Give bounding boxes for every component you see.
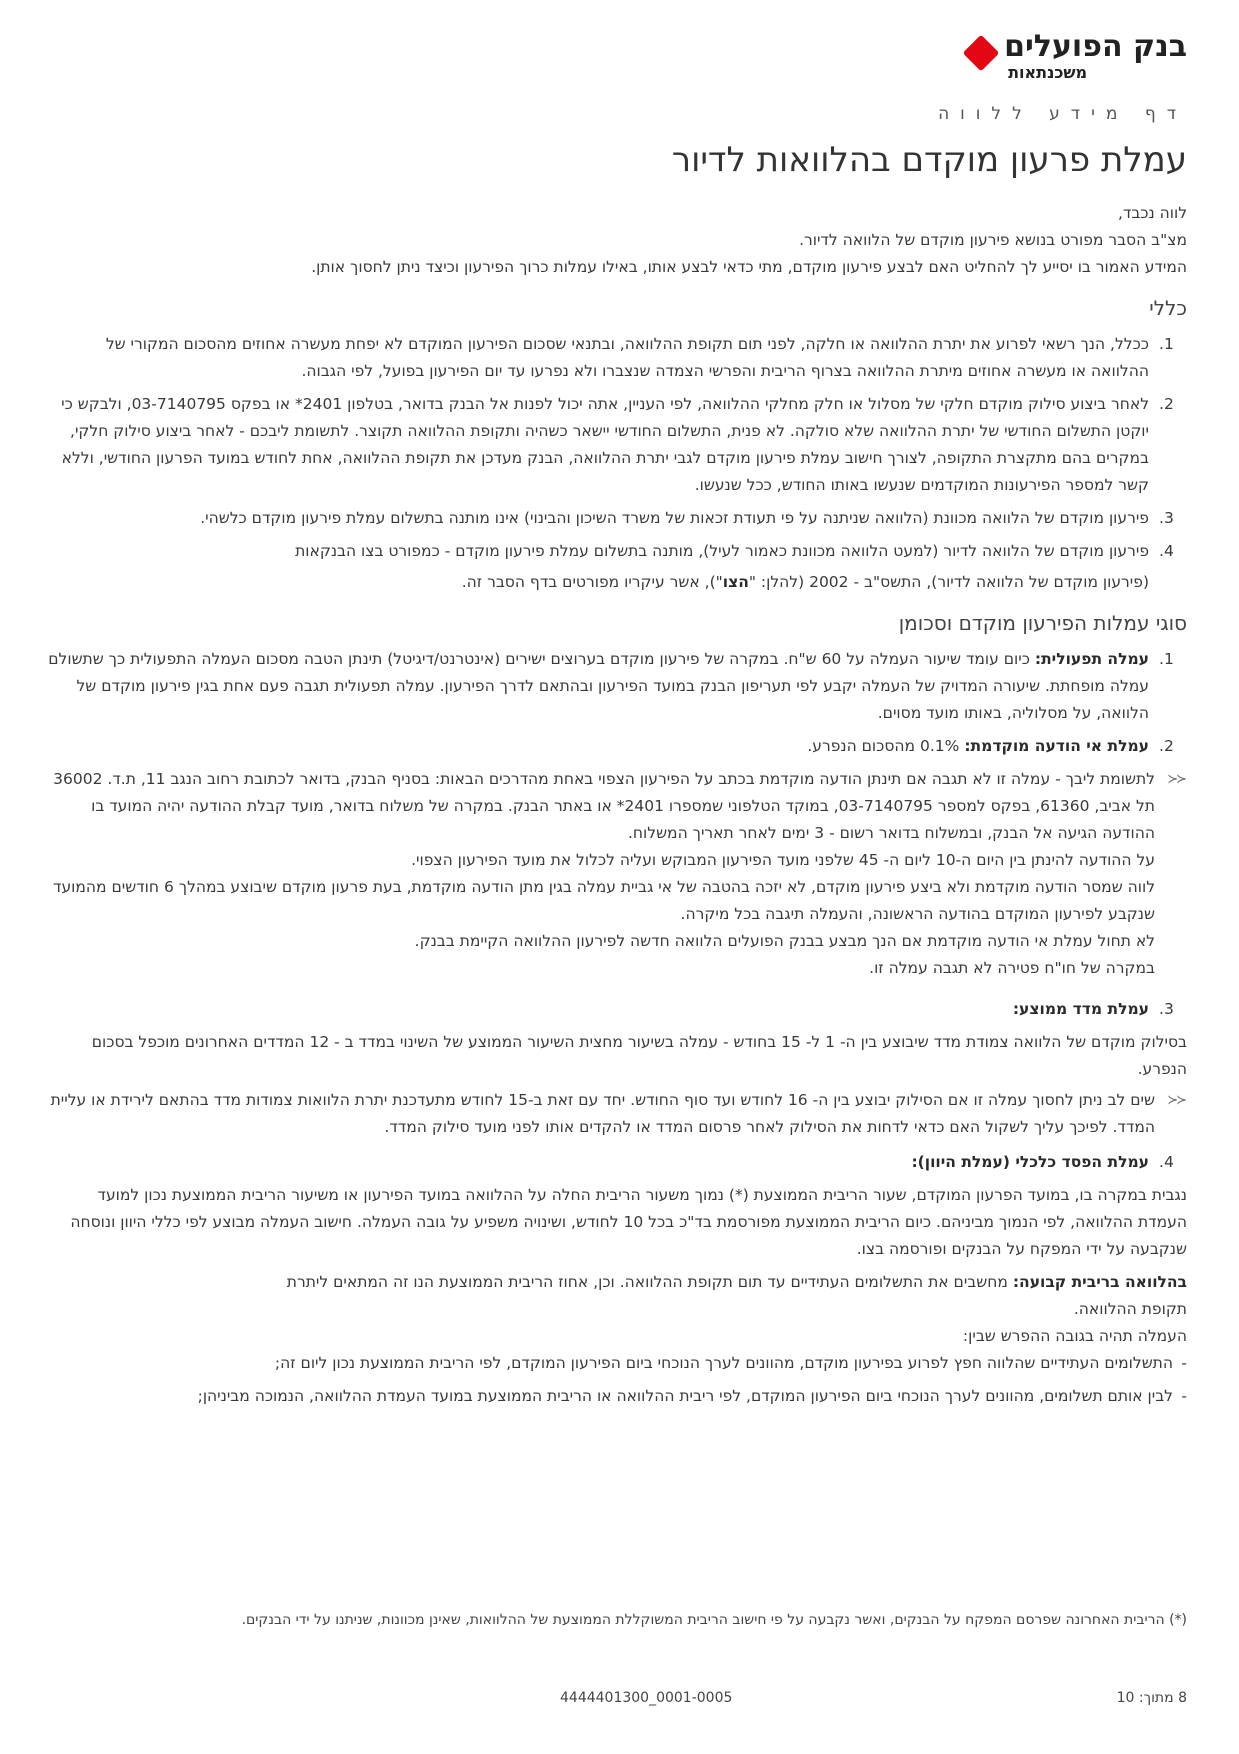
item-text-continued (48, 569, 1149, 596)
logo-name: בנק הפועלים (1004, 29, 1187, 64)
item-text-bold: הצו (722, 573, 749, 591)
fee-text: 0.1% מהסכום הנפרע. (807, 737, 965, 755)
section-heading-fee-types: סוגי עמלות הפירעון מוקדם וסכומן (898, 611, 1187, 635)
fee-text: נגבית במקרה בו, במועד הפרעון המוקדם, שעור הריבית הממוצעת (*) נמוך משעור הריבית החלה על ההלוואה במועד הפירעון או משיעור הריבית הממוצעת נכון למועד העמדת ההלוואה, לפי הנמוך מביניהם. כיום הריבית הממוצעת מפורסמת בד"כ בכל 10 לחודש, ושינויה משפיע על גובה העמלה. חישוב העמלה מבוצע לפי כללי היוון ונוסחה שנקבעה על ידי המפקח על הבנקים ופורסמה בצו. (70, 1186, 1187, 1258)
item-number: 1. (1159, 650, 1174, 668)
section-heading-general: כללי (1149, 296, 1187, 320)
document-code: 4444401300_0001-0005 (560, 1690, 733, 1706)
fixed-rate-paragraph (48, 1269, 1187, 1296)
fee-label: עמלת אי הודעה מוקדמת: (964, 737, 1149, 755)
notice-line: במקרה של חו"ח פטירה לא תגבה עמלה זו. (869, 959, 1155, 977)
list-item (48, 538, 1187, 596)
difference-list (48, 1350, 1187, 1410)
list-item (48, 505, 1187, 532)
fee-label: עמלת מדד ממוצע: (1012, 1000, 1149, 1018)
fee-text: בסילוק מוקדם של הלוואה צמודת מדד שיבוצע בין ה- 1 ל- 15 בחודש - עמלה בשיעור מחצית השיעור הממוצע של השינוי במדד ב - 12 המדדים האחרונים מוכפל בסכום הנפרע. (91, 1033, 1187, 1078)
list-item (48, 733, 1187, 760)
fixed-rate-text: מחשבים את התשלומים העתידיים עד תום תקופת ההלוואה. וכן, אחוז הריבית הממוצעת הנו זה המתאים ליתרת (286, 1273, 1013, 1291)
note-block (48, 1087, 1193, 1141)
double-chevron-icon: ≺≺ (1167, 1093, 1185, 1108)
document-body (48, 200, 1187, 1416)
intro-line-2: המידע האמור בו יסייע לך להחליט האם לבצע פירעון מוקדם, מתי כדאי לבצע אותו, באילו עמלות כרוך הפירעון וכיצד ניתן לחסוך אותן. (311, 258, 1187, 276)
item-number: 4. (1159, 1153, 1174, 1171)
item-text: פירעון מוקדם של הלוואה מכוונת (הלוואה שניתנה על פי תעודת זכאות של משרד השיכון והבינוי) אינו מותנה בתשלום עמלת פירעון מוקדם כלשהי. (200, 509, 1149, 527)
fee-label: עמלת הפסד כלכלי (עמלת היוון): (911, 1153, 1149, 1171)
item-number: 2. (1159, 395, 1174, 413)
item-text: ככלל, הנך רשאי לפרוע את יתרת ההלוואה או חלקה, לפני תום תקופת ההלוואה, ובתנאי שסכום הפירעון המוקדם לא יפחת מעשרה אחוזים מהסכום המקורי של ההלוואה או מעשרה אחוזים מיתרת ההלוואה בצרוף הריבית והפרשי הצמדה שנצברו ולא נפרעו עד יום הפירעון בפועל, לפי הגבוה. (105, 335, 1149, 380)
list-item (48, 646, 1187, 727)
list-item (48, 996, 1187, 1023)
fee-types-list (48, 646, 1187, 760)
page-title: עמלת פרעון מוקדם בהלוואות לדיור (671, 140, 1187, 180)
fixed-rate-text-continued: תקופת ההלוואה. (1073, 1300, 1187, 1318)
notice-block (48, 766, 1193, 982)
fee-types-list-cont (48, 996, 1187, 1023)
item-text-pre: (פירעון מוקדם של הלוואה לדיור), התשס"ב - 2002 (להלן: " (748, 573, 1149, 591)
item-number: 3. (1159, 509, 1174, 527)
logo-subtitle: משכנתאות (1008, 63, 1088, 82)
intro-line-1: מצ"ב הסבר מפורט בנושא פירעון מוקדם של הלוואה לדיור. (799, 231, 1187, 249)
notice-line: לתשומת ליבך - עמלה זו לא תגבה אם תינתן הודעה מוקדמת בכתב על הפירעון הצפוי באחת מהדרכים הבאות: בסניף הבנק, בדואר לכתובת רחוב הנגב 11, ת.ד. 36002 תל אביב, 61360, בפקס למספר 03-7140795, במוקד הטלפוני שמספרו 2401* או באתר הבנק. במקרה של משלוח בדואר, מועד קבלת ההודעה יהיה המועד בו ההודעה הגיעה אל הבנק, ובמשלוח בדואר רשום - 3 ימים לאחר תאריך המשלוח. (53, 770, 1155, 842)
item-number: 2. (1159, 737, 1174, 755)
item-number: 4. (1159, 542, 1174, 560)
dash-item: - לבין אותם תשלומים, מהוונים לערך הנוכחי ביום הפירעון המוקדם, לפי ריבית ההלוואה או הריבית הממוצעת במועד העמדת ההלוואה, הנמוכה מביניהן; (48, 1383, 1187, 1410)
list-item (48, 1149, 1187, 1176)
double-chevron-icon: ≺≺ (1167, 772, 1185, 787)
list-item (48, 331, 1187, 385)
footnote: (*) הריבית האחרונה שפרסם המפקח על הבנקים, ואשר נקבעה על פי חישוב הריבית המשוקללת הממוצעת של ההלוואות, שאינן מכוונות, שניתנו על ידי הבנקים. (241, 1612, 1187, 1628)
fee-text: כיום עומד שיעור העמלה על 60 ש"ח. במקרה של פירעון מוקדם בערוצים ישירים (אינטרנט/דיגיטל) תינתן הטבה מסכום העמלה התפעולית כך שתשולם עמלה מופחתת. שיעורה המדויק של העמלה יקבע לפי תעריפון הבנק במועד הפירעון ובהתאם לדרך הפירעון. עמלה תפעולית תגבה פעם אחת בגין פירעון מוקדם של הלוואה, על מסלוליה, באותו מועד מסוים. (48, 650, 1149, 722)
bank-logo (968, 30, 1187, 82)
item-text-post: "), אשר עיקריו מפורטים בדף הסבר זה. (461, 573, 723, 591)
notice-line: לווה שמסר הודעה מוקדמת ולא ביצע פירעון מוקדם, לא יזכה בהטבה של אי גביית עמלה בגין מתן הודעה מוקדמת, בעת פרעון מוקדם שיבוצע במהלך 6 חודשים מהמועד שנקבע לפירעון המוקדם בהודעה הראשונה, והעמלה תיגבה בכל מיקרה. (52, 878, 1155, 923)
dash-item: - התשלומים העתידיים שהלווה חפץ לפרוע בפירעון מוקדם, מהוונים לערך הנוכחי ביום הפירעון המוקדם, לפי הריבית הממוצעת נכון ליום זה; (48, 1350, 1187, 1377)
item-text: פירעון מוקדם של הלוואה לדיור (למעט הלוואה מכוונת כאמור לעיל), מותנה בתשלום עמלת פירעון מוקדם - כמפורט בצו הבנקאות (295, 542, 1149, 560)
list-item (48, 391, 1187, 499)
item-number: 1. (1159, 335, 1174, 353)
note-text: שים לב ניתן לחסוך עמלה זו אם הסילוק יבוצע בין ה- 16 לחודש ועד סוף החודש. יחד עם זאת ב-15 לחודש מתעדכנת יתרת הלוואות צמודות מדד בהתאם לירידת או עליית המדד. לפיכך עליך לשקול האם כדאי לדחות את הסילוק לאחר פרסום המדד או להקדים אותו לפני מועד סילוק המדד. (50, 1091, 1155, 1136)
difference-intro: העמלה תהיה בגובה ההפרש שבין: (962, 1327, 1187, 1345)
fee-label: עמלה תפעולית: (1034, 650, 1149, 668)
general-list (48, 331, 1187, 596)
item-text: לאחר ביצוע סילוק מוקדם חלקי של מסלול או חלק מחלקי ההלוואה, לפי העניין, אתה יכול לפנות אל הבנק בדואר, בטלפון 2401* או בפקס 03-7140795, ולבקש כי יוקטן התשלום החודשי של יתרת ההלוואה שלא סולקה. לא פנית, התשלום החודשי יישאר כשהיה ותקופת ההלוואה תקוצר. לתשומת ליבכם - לאחר ביצוע סילוק חלקי, במקרים בהם מתקצרת התקופה, לצורך חישוב עמלת פירעון מוקדם לגבי יתרת ההלוואה, הבנק מעדכן את תקופת ההלוואה, אחת לחודש במועד הפרעון החודשי, וללא קשר למספר הפירעונות המוקדמים שנעשו באותו החודש, ככל שנעשו. (61, 395, 1149, 494)
notice-line: לא תחול עמלת אי הודעה מוקדמת אם הנך מבצע בבנק הפועלים הלוואה חדשה לפירעון ההלוואה הקיימת בבנק. (414, 932, 1155, 950)
fee-types-list-cont-2 (48, 1149, 1187, 1176)
fixed-rate-label: בהלוואה בריבית קבועה: (1012, 1273, 1187, 1291)
notice-line: על ההודעה להינתן בין היום ה-10 ליום ה- 45 שלפני מועד הפירעון המבוקש ועליה לכלול את מועד הפירעון הצפוי. (411, 851, 1155, 869)
page-number: 8 מתוך: 10 (1116, 1690, 1187, 1706)
greeting: לווה נכבד, (1117, 204, 1187, 222)
item-number: 3. (1159, 1000, 1174, 1018)
doc-eyebrow: דף מידע ללווה (938, 104, 1187, 124)
logo-diamond-icon (963, 35, 1000, 72)
